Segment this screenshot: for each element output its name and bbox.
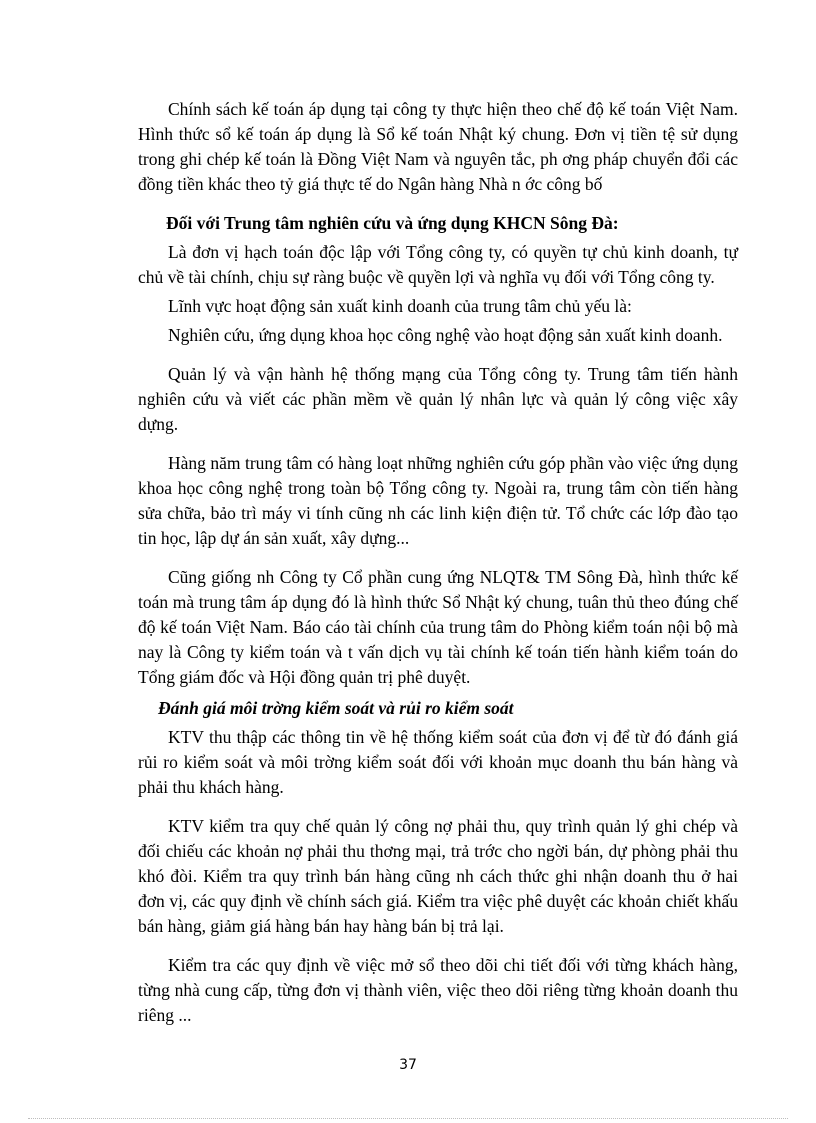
paragraph-accounting-policy: Chính sách kế toán áp dụng tại công ty thực hiện theo chế độ kế toán Việt Nam. Hình thức sổ kế toán áp dụng là Sổ kế toán Nhật ký chung. Đơn vị tiền tệ sử dụng trong ghi chép kế toán là Đồng Việt Nam và nguyên tắc, ph ơng pháp chuyển đổi các đồng tiền khác theo tỷ giá thực tế do Ngân hàng Nhà n ớc công bố [138,99,738,194]
paragraph-business-fields-intro: Lĩnh vực hoạt động sản xuất kinh doanh của trung tâm chủ yếu là: [168,296,632,316]
paragraph-accounting-form: Cũng giống nh Công ty Cổ phần cung ứng NLQT& TM Sông Đà, hình thức kế toán mà trung tâm áp dụng đó là hình thức Sổ Nhật ký chung, tuân thủ theo đúng chế độ kế toán Việt Nam. Báo cáo tài chính của trung tâm do Phòng kiểm toán nội bộ mà nay là Công ty kiểm toán và t vấn dịch vụ tài chính kế toán tiến hành kiểm toán do Tổng giám đốc và Hội đồng quản trị phê duyệt. [138,567,738,687]
heading-research-center: Đối với Trung tâm nghiên cứu và ứng dụng KHCN Sông Đà: [166,213,619,233]
paragraph-ktv-checks: KTV kiểm tra quy chế quản lý công nợ phải thu, quy trình quản lý ghi chép và đối chiếu các khoản nợ phải thu thơng mại, trả trớc cho ngời bán, dự phòng phải thu khó đòi. Kiểm tra quy trình bán hàng cũng nh cách thức ghi nhận doanh thu ở hai đơn vị, các quy định về chính sách giá. Kiểm tra việc phê duyệt các khoản chiết khấu bán hàng, giảm giá hàng bán hay hàng bán bị trả lại. [138,816,738,936]
document-body [138,97,738,1028]
paragraph-ktv-information: KTV thu thập các thông tin về hệ thống kiểm soát của đơn vị để từ đó đánh giá rủi ro kiểm soát và môi trờng kiểm soát đối với khoản mục doanh thu bán hàng và phải thu khách hàng. [138,727,738,797]
paragraph-network-management: Quản lý và vận hành hệ thống mạng của Tổng công ty. Trung tâm tiến hành nghiên cứu và viết các phần mềm về quản lý nhân lực và quản lý công việc xây dựng. [138,364,738,434]
heading-control-environment: Đánh giá môi trờng kiểm soát và rủi ro kiểm soát [158,698,514,718]
paragraph-research-application: Nghiên cứu, ứng dụng khoa học công nghệ vào hoạt động sản xuất kinh doanh. [168,325,723,345]
paragraph-independent-unit: Là đơn vị hạch toán độc lập với Tổng công ty, có quyền tự chủ kinh doanh, tự chủ về tài chính, chịu sự ràng buộc về quyền lợi và nghĩa vụ đối với Tổng công ty. [138,242,738,287]
page-number: 37 [399,1057,417,1073]
paragraph-ledger-rules: Kiểm tra các quy định về việc mở sổ theo dõi chi tiết đối với từng khách hàng, từng nhà cung cấp, từng đơn vị thành viên, việc theo dõi riêng từng khoản doanh thu riêng ... [138,955,738,1025]
paragraph-annual-research: Hàng năm trung tâm có hàng loạt những nghiên cứu góp phần vào việc ứng dụng khoa học công nghệ trong toàn bộ Tổng công ty. Ngoài ra, trung tâm còn tiến hàng sửa chữa, bảo trì máy vi tính cũng nh các linh kiện điện tử. Tổ chức các lớp đào tạo tin học, lập dự án sản xuất, xây dựng... [138,453,738,548]
page-bottom-divider [28,1118,788,1119]
